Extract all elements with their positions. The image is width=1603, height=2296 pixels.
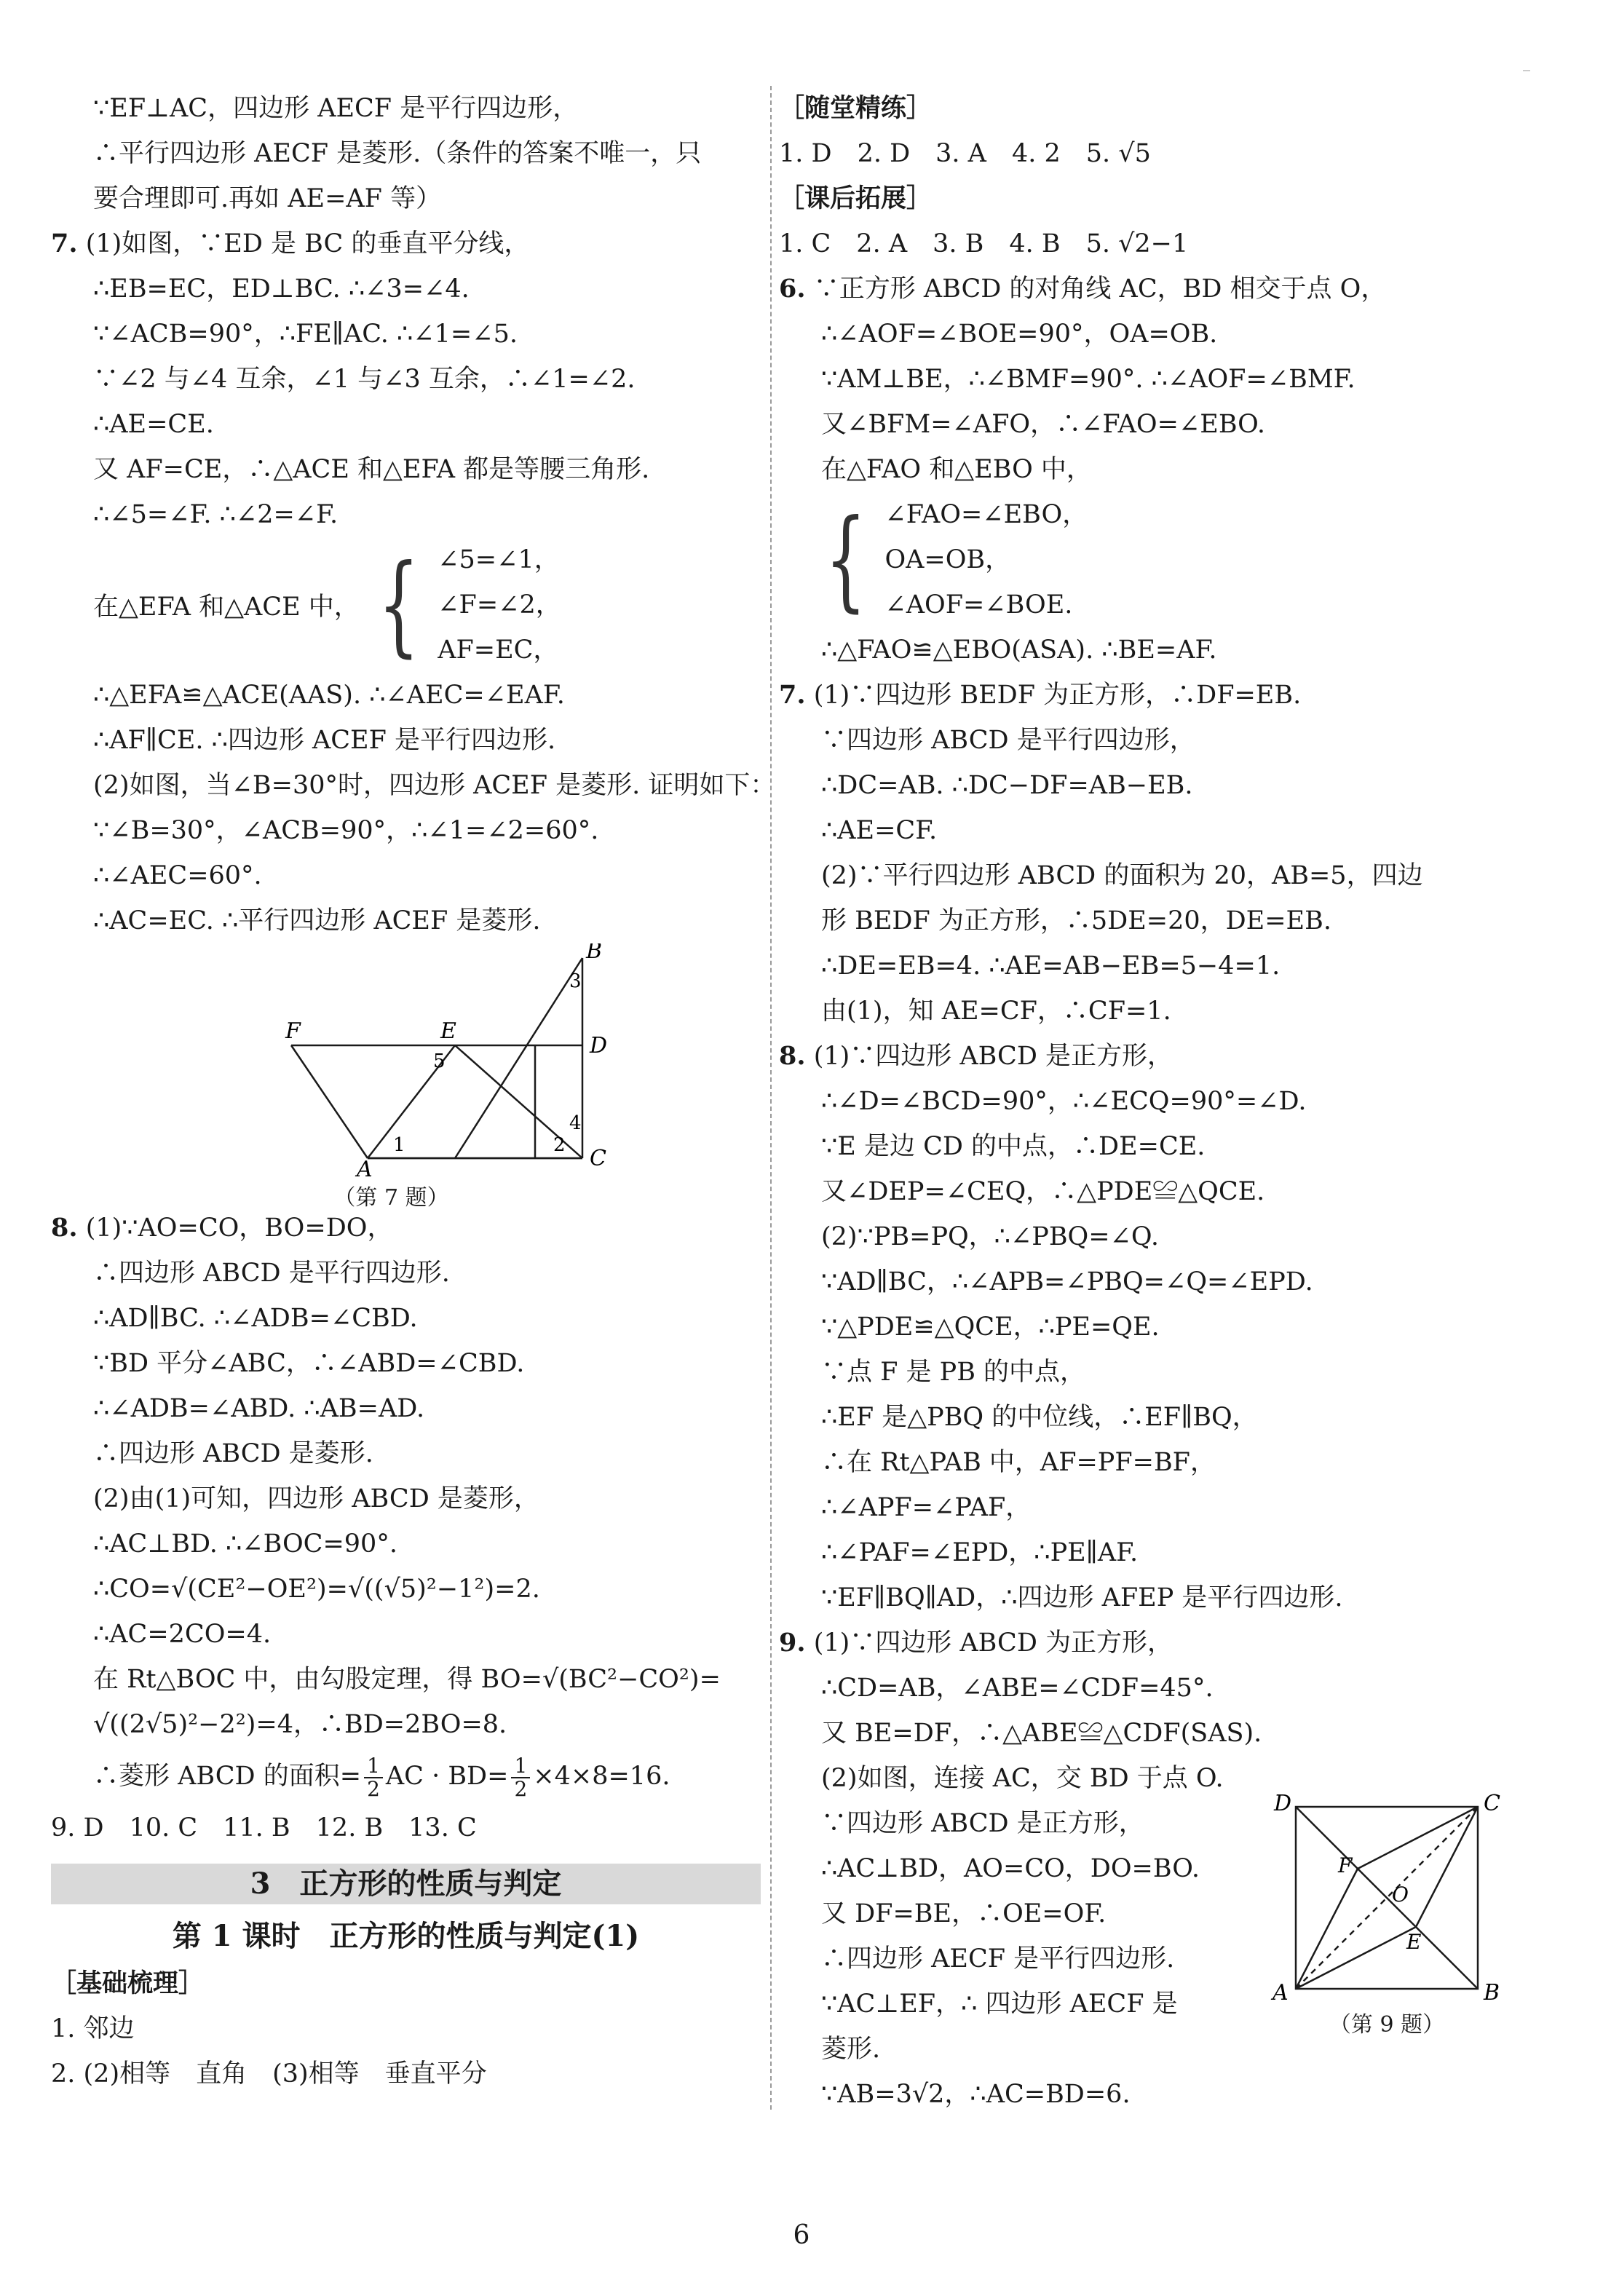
text-line: 又 BE=DF，∴△ABE≌△CDF(SAS). (821, 1719, 1262, 1748)
text-line: ∴四边形 AECF 是平行四边形. (821, 1944, 1175, 1974)
text-line: ∵∠2 与∠4 互余，∠1 与∠3 互余，∴∠1=∠2. (93, 365, 636, 394)
label-A: A (1272, 1980, 1289, 2003)
text-line: ∴DE=EB=4. ∴AE=AB−EB=5−4=1. (821, 951, 1281, 981)
corner-mark (1523, 70, 1530, 71)
left-brace: { (377, 542, 420, 668)
page-number: 6 (793, 2220, 810, 2250)
text-line: ∴AC⊥BD，AO=CO，DO=BO. (821, 1854, 1200, 1883)
text-line: ∴CD=AB，∠ABE=∠CDF=45°. (821, 1674, 1214, 1703)
brace-conditions (438, 537, 561, 673)
practice-header: ［随堂精练］ (779, 93, 933, 123)
numerator: 1 (511, 1755, 530, 1778)
text-line: ∵EF⊥AC，四边形 AECF 是平行四边形， (93, 94, 579, 123)
q9-diagram (1267, 1792, 1507, 2003)
question-8-first-line (51, 1206, 761, 1251)
text-line: ∴四边形 ABCD 是平行四边形. (93, 1259, 450, 1288)
condition: AF=EC， (438, 636, 559, 665)
angle-2: 2 (553, 1134, 566, 1156)
angle-1: 1 (393, 1134, 405, 1156)
text-line: ∴∠PAF=∠EPD，∴PE∥AF. (821, 1538, 1139, 1567)
text-line: ∴△FAO≌△EBO(ASA). ∴BE=AF. (821, 636, 1217, 665)
text-line: ∵点 F 是 PB 的中点， (821, 1358, 1086, 1387)
text-line: ∵E 是边 CD 的中点，∴DE=CE. (821, 1132, 1206, 1161)
text-line: 在 Rt△BOC 中，由勾股定理，得 BO=√(BC²−CO²)= (93, 1665, 721, 1694)
text-line: ∴在 Rt△PAB 中，AF=PF=BF， (821, 1448, 1216, 1477)
q9-part2 (779, 1756, 1551, 2117)
text: ∵正方形 ABCD 的对角线 AC，BD 相交于点 O， (813, 274, 1387, 304)
brace-conditions (884, 492, 1088, 628)
text-line: ∴∠APF=∠PAF， (821, 1493, 1032, 1522)
text-line: 又∠BFM=∠AFO，∴∠FAO=∠EBO. (821, 410, 1265, 439)
area-end: ×4×8=16. (533, 1762, 670, 1791)
label-C: C (1484, 1792, 1500, 1816)
text-line: ∴四边形 ABCD 是菱形. (93, 1439, 373, 1468)
question-number: 7. (51, 229, 78, 258)
condition: ∠5=∠1， (438, 545, 560, 574)
label-B: B (586, 943, 603, 964)
extend-answers: 1. C 2. A 3. B 4. B 5. √2−1 (779, 229, 1189, 258)
angle-4: 4 (569, 1112, 582, 1134)
question-number: 7. (779, 680, 806, 710)
text-line: ∴∠ADB=∠ABD. ∴AB=AD. (93, 1394, 425, 1423)
text-line: ∴AC=2CO=4. (93, 1620, 272, 1649)
text-line: ∴∠AEC=60°. (93, 861, 262, 890)
text-line: ∴AE=CF. (821, 816, 938, 845)
practice-answers: 1. D 2. D 3. A 4. 2 5. √5 (779, 139, 1151, 168)
section-title: 3 正方形的性质与判定 (51, 1864, 761, 1904)
text-line: ∵AM⊥BE，∴∠BMF=90°. ∴∠AOF=∠BMF. (821, 365, 1355, 394)
text-line: 又 DF=BE，∴OE=OF. (821, 1899, 1107, 1928)
basic-header: ［基础梳理］ (51, 1968, 205, 1998)
text-line: ∴平行四边形 AECF 是菱形.（条件的答案不唯一，只 (93, 139, 702, 168)
text-line: 菱形. (821, 2035, 881, 2064)
right-column (779, 86, 1551, 2117)
question-number: 6. (779, 274, 806, 304)
text-line: (2)∵平行四边形 ABCD 的面积为 20，AB=5，四边 (821, 861, 1423, 890)
angle-3: 3 (569, 970, 582, 992)
text-line: (2)如图，连接 AC，交 BD 于点 O. (821, 1764, 1224, 1793)
brace-lead: 在△EFA 和△ACE 中， (93, 593, 360, 622)
text: (1)∵AO=CO，BO=DO， (85, 1214, 393, 1243)
brace-system (779, 492, 1551, 628)
text-line: 又 AF=CE，∴△ACE 和△EFA 都是等腰三角形. (93, 455, 650, 484)
extend-header: ［课后拓展］ (779, 183, 933, 213)
question-9-first-line (779, 1620, 1551, 1666)
text-line: 在△FAO 和△EBO 中， (821, 455, 1092, 484)
question-7-first-line (779, 673, 1551, 718)
condition: ∠AOF=∠BOE. (884, 590, 1073, 619)
label-O: O (1392, 1883, 1409, 1907)
text-line: ∴△EFA≌△ACE(AAS). ∴∠AEC=∠EAF. (93, 681, 565, 710)
text-line: ∴DC=AB. ∴DC−DF=AB−EB. (821, 771, 1193, 800)
text-line: 要合理即可.再如 AE=AF 等） (93, 184, 442, 213)
denominator: 2 (514, 1776, 528, 1801)
text-line: ∴AC⊥BD. ∴∠BOC=90°. (93, 1529, 397, 1559)
text-line: √((2√5)²−2²)=4，∴BD=2BO=8. (93, 1710, 507, 1739)
question-number: 8. (779, 1041, 806, 1071)
question-7-first-line (51, 221, 761, 266)
text-line: ∴AF∥CE. ∴四边形 ACEF 是平行四边形. (93, 726, 556, 755)
figure-caption: （第 9 题） (1329, 2012, 1445, 2038)
question-8-first-line (779, 1034, 1551, 1079)
text: (1)∵四边形 ABCD 为正方形， (813, 1628, 1173, 1658)
text-line: ∴∠5=∠F. ∴∠2=∠F. (93, 500, 339, 529)
label-E: E (1406, 1930, 1422, 1954)
label-B: B (1484, 1980, 1500, 2003)
column-divider (770, 86, 772, 2110)
text-line: (2)∵PB=PQ，∴∠PBQ=∠Q. (821, 1222, 1159, 1251)
condition: OA=OB， (884, 545, 1011, 574)
text-line: 形 BEDF 为正方形，∴5DE=20，DE=EB. (821, 906, 1331, 935)
label-D: D (1274, 1792, 1292, 1816)
basic-answer-1: 1. 邻边 (51, 2014, 135, 2043)
left-brace: { (825, 496, 867, 623)
label-E: E (440, 1018, 456, 1044)
q7-diagram (51, 943, 761, 1176)
question-6-first-line (779, 266, 1551, 312)
basic-answer-2: 2. (2)相等 直角 (3)相等 垂直平分 (51, 2059, 487, 2089)
left-column (51, 86, 776, 2097)
text: (1)如图，∵ED 是 BC 的垂直平分线， (85, 229, 530, 258)
area-mid: AC · BD= (385, 1762, 509, 1791)
area-line (51, 1747, 761, 1805)
text-line: ∵∠B=30°，∠ACB=90°，∴∠1=∠2=60°. (93, 816, 599, 845)
text-line: ∵EF∥BQ∥AD，∴四边形 AFEP 是平行四边形. (821, 1583, 1343, 1612)
text-line: 由(1)，知 AE=CF，∴CF=1. (821, 997, 1171, 1026)
text-line: 又∠DEP=∠CEQ，∴△PDE≌△QCE. (821, 1177, 1265, 1206)
text-line: ∴∠AOF=∠BOE=90°，OA=OB. (821, 320, 1218, 349)
text-line: ∴EF 是△PBQ 的中位线，∴EF∥BQ， (821, 1403, 1258, 1432)
denominator: 2 (367, 1776, 380, 1801)
text-line: ∴CO=√(CE²−OE²)=√((√5)²−1²)=2. (93, 1575, 540, 1604)
label-D: D (590, 1033, 608, 1058)
text-line: (2)由(1)可知，四边形 ABCD 是菱形， (93, 1484, 539, 1513)
text-line: ∴EB=EC，ED⊥BC. ∴∠3=∠4. (93, 274, 470, 304)
brace-system (51, 537, 761, 673)
figure-q9 (1267, 1792, 1507, 2038)
fraction (511, 1755, 530, 1800)
text-line: ∵△PDE≌△QCE，∴PE=QE. (821, 1313, 1160, 1342)
lesson-title: 第 1 课时 正方形的性质与判定(1) (172, 1919, 640, 1953)
text-line: ∵∠ACB=90°，∴FE∥AC. ∴∠1=∠5. (93, 320, 518, 349)
text-line: ∵AD∥BC，∴∠APB=∠PBQ=∠Q=∠EPD. (821, 1267, 1313, 1297)
text: (1)∵四边形 BEDF 为正方形，∴DF=EB. (813, 681, 1302, 710)
text-line: ∴∠D=∠BCD=90°，∴∠ECQ=90°=∠D. (821, 1087, 1307, 1116)
question-number: 8. (51, 1213, 78, 1243)
text-line: ∴AD∥BC. ∴∠ADB=∠CBD. (93, 1304, 418, 1333)
fraction (364, 1755, 383, 1800)
text-line: ∵AB=3√2，∴AC=BD=6. (821, 2080, 1131, 2109)
text-line: ∵BD 平分∠ABC，∴∠ABD=∠CBD. (93, 1349, 525, 1378)
figure-caption: （第 7 题） (333, 1185, 449, 1211)
area-prefix: ∴菱形 ABCD 的面积= (93, 1762, 362, 1791)
text-line: ∴AC=EC. ∴平行四边形 ACEF 是菱形. (93, 906, 541, 935)
condition: ∠F=∠2， (438, 590, 561, 619)
numerator: 1 (364, 1755, 383, 1778)
figure-q7 (51, 943, 761, 1211)
text-line: ∵四边形 ABCD 是平行四边形， (821, 726, 1195, 755)
label-F: F (285, 1018, 301, 1044)
answers-9-13: 9. D 10. C 11. B 12. B 13. C (51, 1813, 477, 1842)
condition: ∠FAO=∠EBO， (884, 500, 1088, 529)
text-line: ∴AE=CE. (93, 410, 214, 439)
label-F: F (1338, 1853, 1353, 1877)
question-number: 9. (779, 1628, 806, 1658)
text-line: (2)如图，当∠B=30°时，四边形 ACEF 是菱形. 证明如下： (93, 771, 776, 800)
text-line: ∵AC⊥EF，∴ 四边形 AECF 是 (821, 1990, 1178, 2019)
text-line: ∵四边形 ABCD 是正方形， (821, 1809, 1144, 1838)
text: (1)∵四边形 ABCD 是正方形， (813, 1042, 1173, 1071)
label-C: C (590, 1146, 606, 1171)
angle-5: 5 (433, 1050, 446, 1072)
label-A: A (357, 1157, 373, 1176)
